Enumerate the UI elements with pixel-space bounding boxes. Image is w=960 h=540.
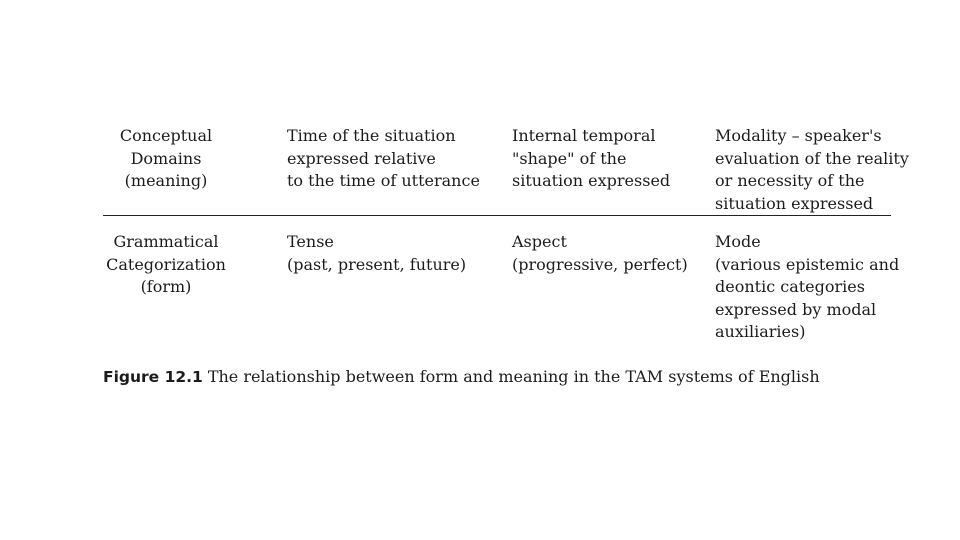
header-modality: Modality – speaker's evaluation of the reality or necessity of the situation expressed <box>715 126 909 213</box>
header-time-of-situation: Time of the situation expressed relative to the time of utterance <box>287 126 480 190</box>
table-divider <box>103 215 891 216</box>
cell-tense: Tense (past, present, future) <box>287 232 467 274</box>
row-grammatical-categorization: Grammatical Categorization (form) <box>106 232 226 296</box>
figure-caption <box>103 366 820 388</box>
cell-aspect: Aspect (progressive, perfect) <box>512 232 688 274</box>
figure-label: Figure 12.1 <box>103 368 203 386</box>
header-conceptual-domains: Conceptual Domains (meaning) <box>119 126 213 190</box>
figure-caption-text: The relationship between form and meaning in the TAM systems of English <box>207 367 820 386</box>
header-internal-temporal-shape: Internal temporal "shape" of the situation expressed <box>512 126 671 190</box>
cell-mode: Mode (various epistemic and deontic categories expressed by modal auxiliaries) <box>715 232 900 341</box>
